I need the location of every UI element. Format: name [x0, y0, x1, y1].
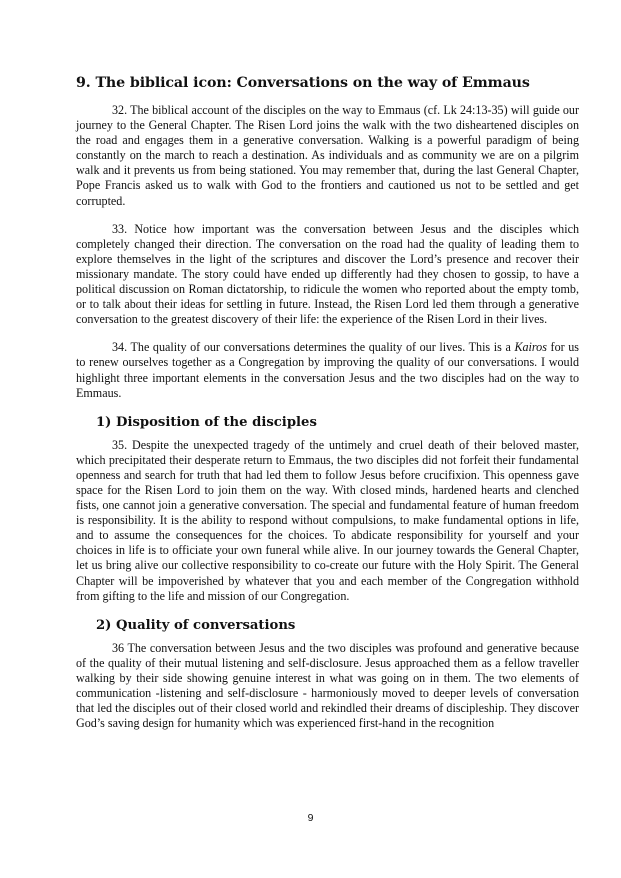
kairos-italic: Kairos [514, 340, 547, 355]
page-number: 9 [307, 812, 314, 824]
paragraph-34 [76, 340, 579, 400]
paragraph-36: 36 The conversation between Jesus and the two disciples was profound and generative because of the quality of their mutual listening and self-disclosure. Jesus approached them as a fellow traveller walking by their side showing genuine interest in what was going on in them. The two elements of communication -listening and self-disclosure - harmoniously moved to deeper levels of conversation that led the disciples out of their closed world and rekindled their dreams of discipleship. They discover God’s saving design for humanity which was experienced first-hand in the recognition [76, 640, 579, 731]
subheading-disposition: 1) Disposition of the disciples [96, 414, 317, 430]
paragraph-32: 32. The biblical account of the disciples on the way to Emmaus (cf. Lk 24:13-35) will guide our journey to the General Chapter. The Risen Lord joins the walk with the two disheartened disciples on the road and engages them in a generative conversation. Walking is a powerful paradigm of being constantly on the march to reach a destination. As individuals and as community we are on a pilgrim walk and it prevents us from being stationed. You may remember that, during the last General Chapter, Pope Francis asked us to walk with God to the frontiers and cautioned us not to be settled and get corrupted. [76, 103, 579, 208]
paragraph-33: 33. Notice how important was the conversation between Jesus and the disciples which completely changed their direction. The conversation on the road had the quality of leading them to explore themselves in the light of the scriptures and discover the Lord’s presence and recover their missionary mandate. The story could have ended up differently had they chosen to gossip, to have a political discussion on Roman dictatorship, to ridicule the women who reported about the empty tomb, or to talk about their ideas for settling in future. Instead, the Risen Lord led them through a generative conversation to the greatest discovery of their life: the experience of the Risen Lord in their lives. [76, 221, 579, 327]
subheading-quality: 2) Quality of conversations [96, 617, 296, 633]
paragraph-34-text-b: for us to renew ourselves together as a Congregation by improving the quality of our conversations. I would highlight three important elements in the conversation Jesus and the two disciples had on the way to Emmaus. [76, 340, 580, 400]
section-heading: 9. The biblical icon: Conversations on the way of Emmaus [76, 75, 530, 91]
paragraph-35: 35. Despite the unexpected tragedy of the untimely and cruel death of their beloved master, which precipitated their desperate return to Emmaus, the two disciples did not forfeit their fundamental openness and search for truth that had led them to follow Jesus before crucifixion. This openness gave space for the Risen Lord to join them on the way. With closed minds, hardened hearts and clenched fists, one cannot join a generative conversation. The special and fundamental feature of human freedom is responsibility. It is the ability to respond without compulsions, to make fundamental options in life, and to assume the consequences for the choices. To abdicate responsibility for yourself and your choices in life is to officiate your own funeral while alive. In our journey towards the General Chapter, let us bring alive our collective responsibility to co-create our future with the Holy Spirit. The General Chapter will be impoverished by whatever that you and each member of the Congregation withhold from gifting to the life and mission of our Congregation. [76, 437, 579, 603]
paragraph-34-text-a: 34. The quality of our conversations determines the quality of our lives. This is a [112, 340, 515, 355]
